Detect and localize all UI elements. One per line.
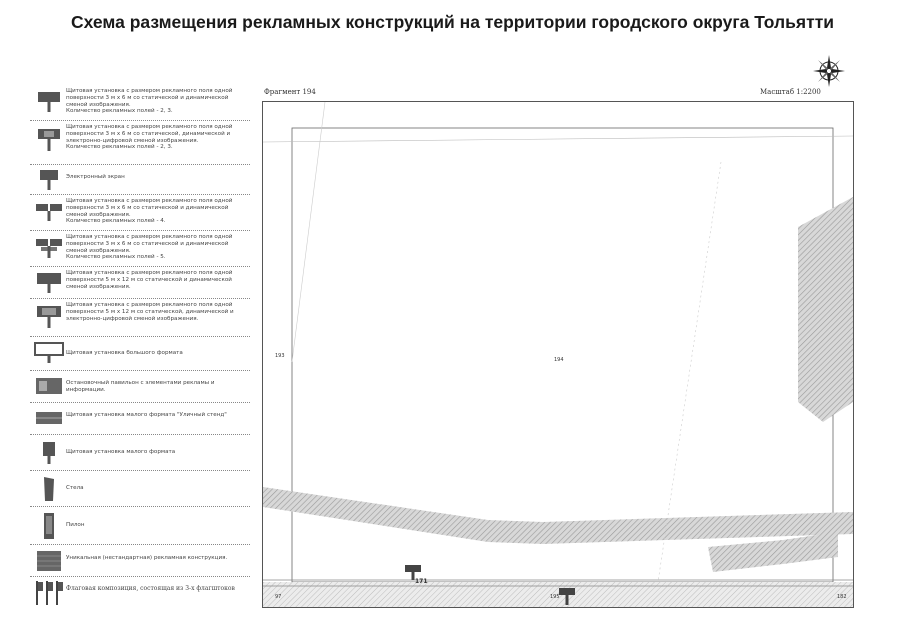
legend-text: Флаговая композиция, состоящая из 3-х флагштоков (66, 585, 235, 592)
billboard-3x6-digital-icon (34, 128, 64, 152)
bus-stop-pavilion-icon (34, 377, 64, 395)
small-format-street-stand-icon (34, 411, 64, 425)
sheet-number-bottom-left: 97 (275, 594, 282, 600)
legend-item (30, 268, 250, 299)
legend-item (30, 300, 250, 337)
billboard-5x12-static-dynamic-icon (34, 272, 64, 294)
fragment-label: Фрагмент 194 (264, 88, 316, 96)
legend-text: Щитовая установка с размером рекламного поля одной поверхности 5 м х 12 м со статической и динамической сменой изображения. (66, 270, 233, 290)
large-format-billboard-icon (34, 342, 64, 364)
legend-text: Щитовая установка с размером рекламного поля одной поверхности 3 м х 6 м со статической и динамической сменой изображения. Количество рекламных полей - 4. (66, 198, 233, 225)
flag-composition-icon (34, 580, 64, 606)
legend-item (30, 232, 250, 267)
legend-text: Электронный экран (66, 174, 125, 180)
billboard-3x6-four-fields-icon (34, 202, 64, 222)
billboard-3x6-static-dynamic-icon (34, 91, 64, 113)
legend-item (30, 404, 250, 435)
legend-text: Остановочный павильон с элементами рекламы и информации. (66, 380, 215, 393)
small-format-billboard-icon (34, 441, 64, 465)
scale-label: Масштаб 1:2200 (760, 88, 821, 96)
legend-item (30, 436, 250, 471)
legend-item (30, 86, 250, 121)
legend-item (30, 578, 250, 608)
legend-text: Щитовая установка малого формата (66, 449, 176, 455)
legend-item (30, 372, 250, 403)
unique-construction-icon (34, 550, 64, 572)
legend-text: Уникальная (нестандартная) рекламная конструкция. (66, 555, 228, 561)
map-canvas[interactable] (262, 101, 854, 608)
legend-item (30, 338, 250, 371)
legend-item (30, 196, 250, 231)
legend-text: Щитовая установка малого формата "Уличный стенд" (66, 412, 227, 418)
legend-text: Щитовая установка с размером рекламного поля одной поверхности 3 м х 6 м со статической, динамической и электронно-цифровой сменой изображения. Количество рекламных полей - 2, 3. (66, 124, 233, 151)
legend-text: Щитовая установка с размером рекламного поля одной поверхности 3 м х 6 м со статической и динамической сменой изображения. Количество рекламных полей - 2, 3. (66, 88, 233, 115)
billboard-5x12-digital-icon (34, 305, 64, 329)
legend-item (30, 508, 250, 545)
legend-item (30, 122, 250, 165)
map-title: Схема размещения рекламных конструкций на территории городского округа Тольятти (70, 12, 835, 32)
sheet-number-bottom-right: 182 (837, 594, 847, 600)
legend-text: Стела (66, 485, 84, 491)
billboard-3x6-five-fields-icon (34, 237, 64, 259)
sheet-number-left: 193 (275, 353, 285, 359)
legend-text: Щитовая установка большого формата (66, 350, 183, 356)
map-drawing (263, 102, 853, 607)
road-band (263, 487, 853, 544)
legend-text: Щитовая установка с размером рекламного поля одной поверхности 3 м х 6 м со статической и динамической сменой изображения. Количество рекламных полей - 5. (66, 234, 233, 261)
legend-item (30, 546, 250, 577)
compass-rose-icon (812, 54, 846, 88)
legend-item (30, 472, 250, 507)
marker-number: 171 (415, 578, 428, 585)
sheet-number-bottom-center: 195 (550, 594, 560, 600)
legend-text: Пилон (66, 522, 85, 528)
legend-text: Щитовая установка с размером рекламного поля одной поверхности 5 м х 12 м со статической, динамической и электронно-цифровой сменой изображения. (66, 302, 234, 322)
stele-icon (34, 476, 64, 502)
pylon-icon (34, 512, 64, 540)
building-area (798, 197, 853, 422)
electronic-screen-icon (34, 169, 64, 191)
sheet-number-center: 194 (554, 357, 564, 363)
legend-item (30, 166, 250, 195)
